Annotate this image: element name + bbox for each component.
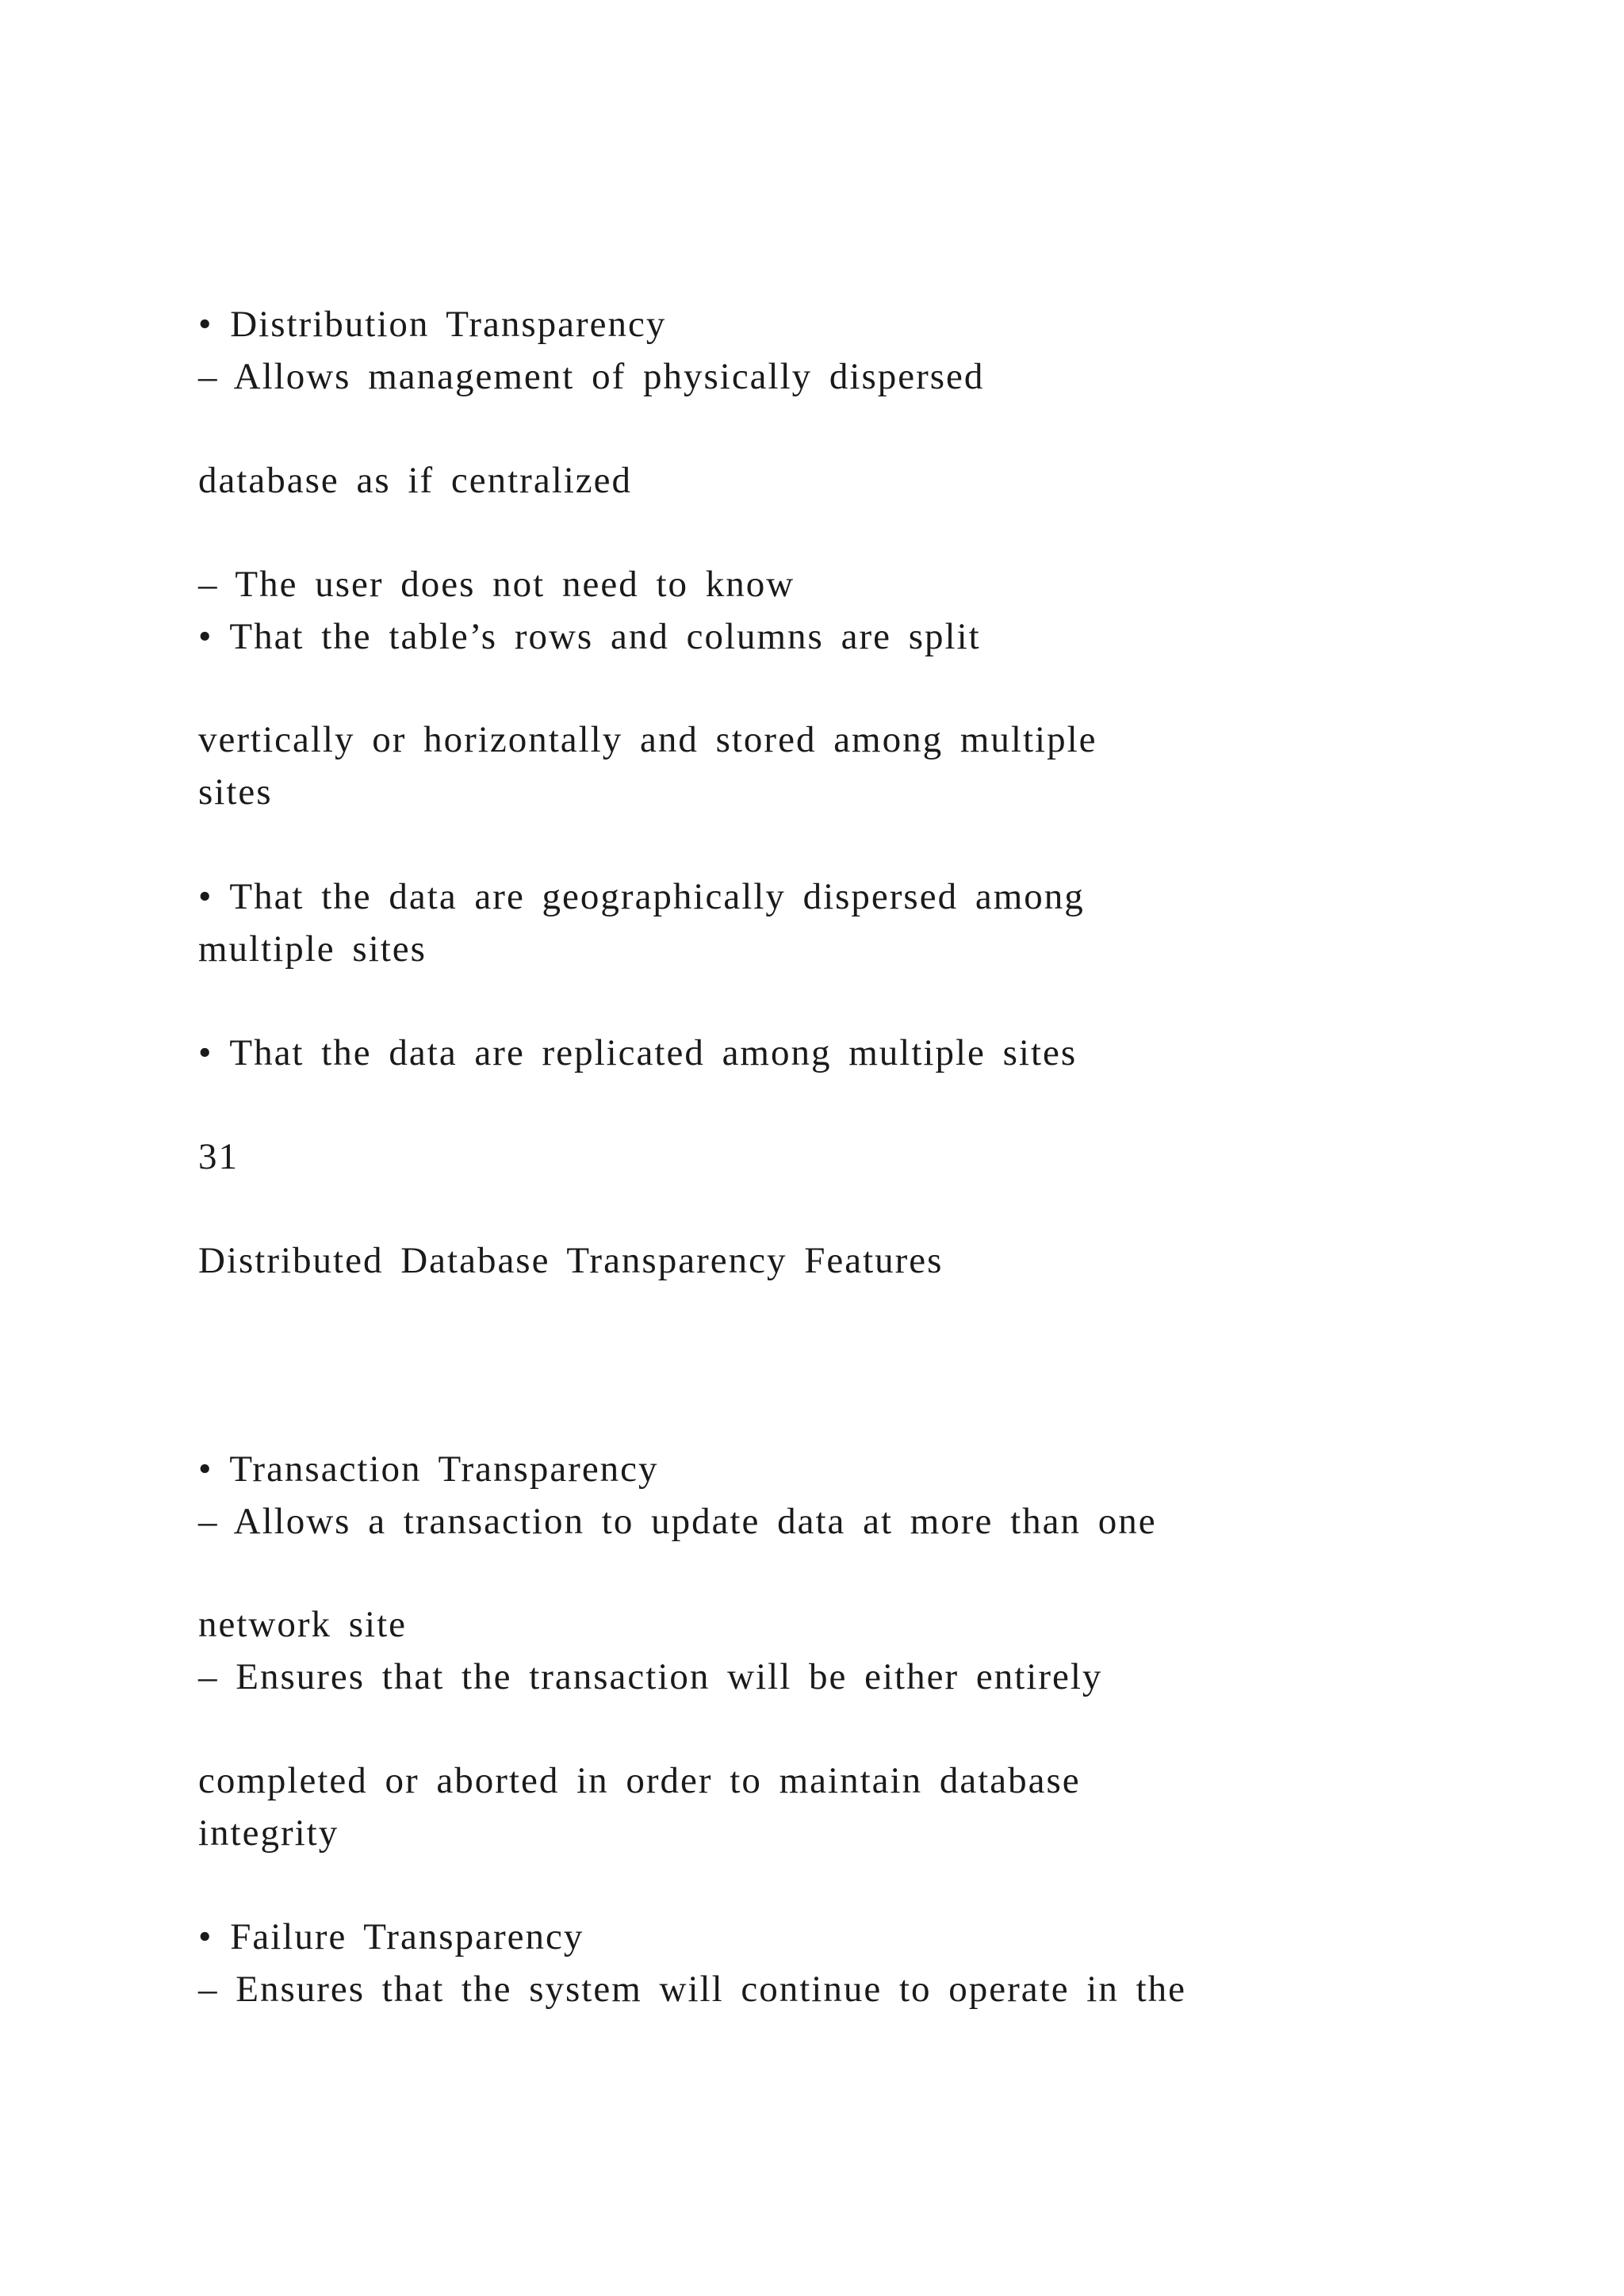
text-line: – Ensures that the system will continue to operate in the [198, 1969, 1187, 2010]
bullet-distribution-transparency: • Distribution Transparency [198, 304, 667, 345]
slide-title: Distributed Database Transparency Features [198, 1240, 944, 1281]
text-line: multiple sites [198, 928, 427, 970]
text-line: network site [198, 1604, 408, 1645]
page-number: 31 [198, 1136, 239, 1177]
text-line: • That the table’s rows and columns are split [198, 616, 981, 657]
text-line: – Allows management of physically dispersed [198, 356, 985, 397]
text-line: vertically or horizontally and stored among multiple [198, 719, 1097, 760]
text-line: • That the data are geographically dispersed among [198, 876, 1085, 917]
text-line: integrity [198, 1812, 339, 1854]
bullet-transaction-transparency: • Transaction Transparency [198, 1448, 659, 1490]
bullet-failure-transparency: • Failure Transparency [198, 1916, 584, 1957]
text-line: sites [198, 771, 273, 813]
text-line: database as if centralized [198, 460, 633, 501]
text-line: – The user does not need to know [198, 564, 795, 605]
text-line: • That the data are replicated among multiple sites [198, 1032, 1078, 1073]
text-line: completed or aborted in order to maintain database [198, 1760, 1081, 1801]
text-line: – Allows a transaction to update data at more than one [198, 1501, 1157, 1542]
text-line: – Ensures that the transaction will be either entirely [198, 1656, 1103, 1697]
